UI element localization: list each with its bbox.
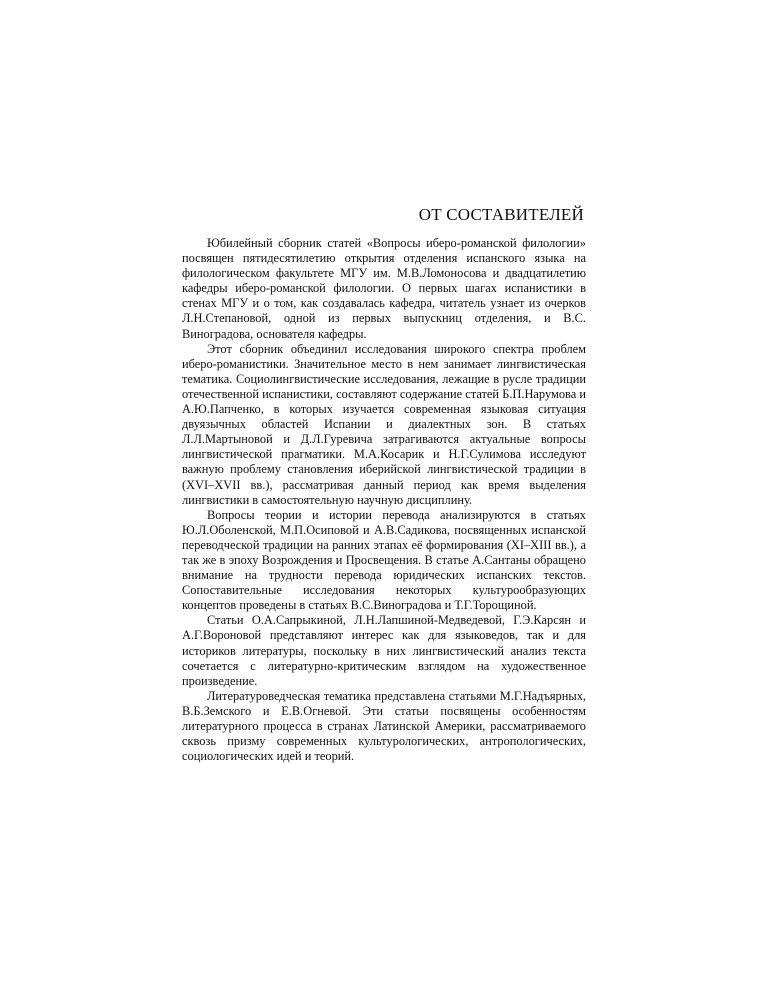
paragraph-translation: Вопросы теории и истории перевода анализируются в статьях Ю.Л.Оболенской, М.П.Осиповой и А.В.Садикова, посвященных испанской переводческой традиции на ранних этапах её формирования (XI–XIII вв.), а так же в эпоху Возрождения и Просвещения. В статье А.Сантаны обращено внимание на трудности перевода юридических испанских текстов. Сопоставительные исследования некоторых культурообразующих концептов проведены в статьях В.С.Виноградова и Т.Г.Торощиной. <box>182 507 586 613</box>
paragraph-literary-linguistics: Статьи О.А.Сапрыкиной, Л.Н.Лапшиной-Медведевой, Г.Э.Карсян и А.Г.Вороновой представляют интерес как для языковедов, так и для историков литературы, поскольку в них лингвистический анализ текста сочетается с литературно-критическим взглядом на художественное произведение. <box>182 613 586 688</box>
paragraph-intro: Юбилейный сборник статей «Вопросы иберо-романской филологии» посвящен пятидесятилетию открытия отделения испанского языка на филологическом факультете МГУ им. М.В.Ломоносова и двадцатилетию кафедры иберо-романской филологии. О первых шагах испанистики в стенах МГУ и о том, как создавалась кафедра, читатель узнает из очерков Л.Н.Степановой, одной из первых выпускниц отделения, и В.С. Виноградова, основателя кафедры. <box>182 236 586 341</box>
paragraph-linguistics: Этот сборник объединил исследования широкого спектра проблем иберо-романистики. Значительное место в нем занимает лингвистическая тематика. Социолингвистические исследования, лежащие в русле традиции отечественной испанистики, составляют содержание статей Б.П.Нарумова и А.Ю.Папченко, в которых изучается современная языковая ситуация двуязычных областей Испании и диалектных зон. В статьях Л.Л.Мартыновой и Д.Л.Гуревича затрагиваются актуальные вопросы лингвистической прагматики. М.А.Косарик и Н.Г.Сулимова исследуют важную проблему становления иберийской лингвистической традиции в (XVI–XVII вв.), рассматривая данный период как время выделения лингвистики в самостоятельную научную дисциплину. <box>182 341 586 507</box>
page-title: ОТ СОСТАВИТЕЛЕЙ <box>418 205 584 224</box>
paragraph-literary-studies: Литературоведческая тематика представлена статьями М.Г.Надъярных, В.Б.Земского и Е.В.Огневой. Эти статьи посвящены особенностям литературного процесса в странах Латинской Америки, рассматриваемого сквозь призму современных культурологических, антропологических, социологических идей и теорий. <box>182 688 586 764</box>
body-text <box>182 236 586 764</box>
